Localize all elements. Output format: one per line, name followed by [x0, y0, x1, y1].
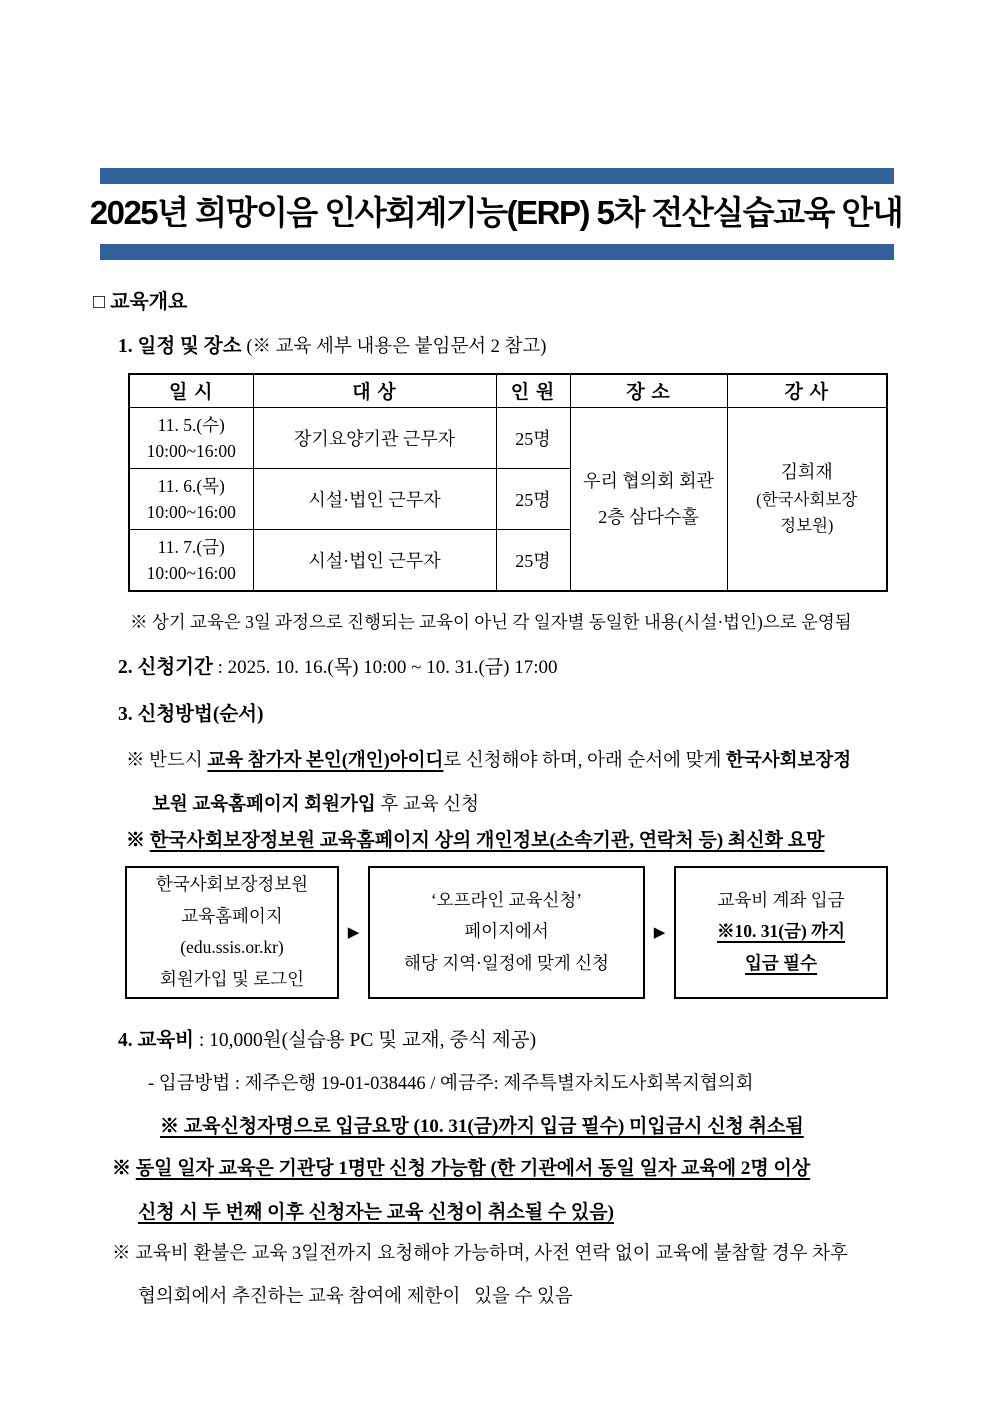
col-header-capacity: 인 원 — [496, 374, 570, 408]
target-cell: 시설·법인 근무자 — [253, 530, 496, 591]
flow-step1-line1: 한국사회보장정보원 — [155, 874, 309, 895]
refund-note-line1: ※ 교육비 환불은 교육 3일전까지 요청해야 가능하며, 사전 연락 없이 교육에 불참할 경우 차후 — [112, 1243, 848, 1264]
col-header-instructor: 강 사 — [727, 374, 887, 408]
apply-note-bold-tail: 한국사회보장정 — [725, 750, 852, 771]
instructor-name: 김희재 — [780, 462, 833, 483]
time-text: 10:00~16:00 — [146, 441, 236, 462]
apply-note-line2-rest: 후 교육 신청 — [375, 794, 479, 815]
title-top-rule — [100, 168, 894, 184]
section3-heading: 3. 신청방법(순서) — [118, 703, 264, 725]
flow-step3-line1: 교육비 계좌 입금 — [717, 889, 845, 910]
section2-heading — [118, 651, 992, 679]
table-header-row — [129, 374, 887, 408]
table-note: ※ 상기 교육은 3일 과정으로 진행되는 교육이 아닌 각 일자별 동일한 내용(시설·법인)으로 운영됨 — [130, 611, 852, 632]
flow-step1-line2: 교육홈페이지 — [181, 905, 283, 926]
limit-note-line2 — [138, 1197, 992, 1224]
signup-flow-diagram — [125, 866, 888, 999]
table-row — [129, 408, 887, 469]
time-text: 10:00~16:00 — [146, 562, 236, 583]
update-note-text: 한국사회보장정보원 교육홈페이지 상의 개인정보(소속기관, 연락처 등) 최신화 요망 — [149, 829, 825, 851]
target-cell: 시설·법인 근무자 — [253, 469, 496, 530]
date-text: 11. 5.(수) — [157, 414, 225, 435]
flow-step1-url: (edu.ssis.or.kr) — [180, 937, 284, 958]
time-text: 10:00~16:00 — [146, 502, 236, 523]
flow-step-register — [125, 866, 339, 999]
document-title: 2025년 희망이음 인사회계기능(ERP) 5차 전산실습교육 안내 — [89, 194, 903, 231]
date-text: 11. 6.(목) — [157, 475, 225, 496]
schedule-table — [128, 373, 888, 592]
col-header-target: 대 상 — [253, 374, 496, 408]
location-line2: 2층 삼다수홀 — [598, 506, 699, 527]
datetime-cell — [129, 530, 253, 591]
instructor-org-line1: (한국사회보장 — [756, 490, 858, 510]
capacity-cell: 25명 — [496, 530, 570, 591]
payment-warning-line: ※ 교육신청자명으로 입금요망 (10. 31(금)까지 입금 필수) 미입금시 신청 취소됨 — [160, 1115, 804, 1137]
col-header-datetime: 일 시 — [129, 374, 253, 408]
limit-note-text1: 동일 일자 교육은 기관당 1명만 신청 가능함 (한 기관에서 동일 일자 교육에 2명 이상 — [135, 1157, 811, 1179]
update-note — [126, 825, 992, 852]
limit-note-text2: 신청 시 두 번째 이후 신청자는 교육 신청이 취소될 수 있음) — [138, 1201, 614, 1223]
section2-label: 2. 신청기간 — [118, 656, 213, 678]
flow-step1-line4: 회원가입 및 로그인 — [160, 968, 304, 989]
limit-note-line1 — [112, 1153, 992, 1180]
flow-step2-line1: ‘오프라인 교육신청’ — [430, 889, 583, 910]
section1-heading — [118, 330, 992, 358]
apply-note-emphasis: 교육 참가자 본인(개인)아이디 — [207, 750, 444, 771]
section4-label: 4. 교육비 — [118, 1029, 195, 1051]
flow-step3-required: 입금 필수 — [745, 952, 817, 973]
apply-note-prefix: ※ 반드시 — [126, 750, 208, 771]
apply-note-line1 — [126, 746, 992, 772]
flow-arrow-icon: ▶ — [347, 923, 360, 942]
limit-note-prefix: ※ — [112, 1157, 136, 1179]
deposit-method-line: - 입금방법 : 제주은행 19-01-038446 / 예금주: 제주특별자치도사회복지협의회 — [148, 1073, 754, 1094]
target-cell: 장기요양기관 근무자 — [253, 408, 496, 469]
apply-note-line2 — [152, 790, 992, 816]
section4-value: : 10,000원(실습용 PC 및 교재, 중식 제공) — [194, 1029, 537, 1051]
refund-note-line2: 협의회에서 추진하는 교육 참여에 제한이 있을 수 있음 — [138, 1286, 573, 1307]
datetime-cell — [129, 469, 253, 530]
flow-arrow-icon: ▶ — [653, 923, 666, 942]
section4-heading — [118, 1024, 992, 1052]
update-note-prefix: ※ — [126, 829, 150, 851]
flow-step2-line3: 해당 지역·일정에 맞게 신청 — [404, 952, 609, 973]
flow-step3-deadline: ※10. 31(금) 까지 — [717, 921, 845, 942]
capacity-cell: 25명 — [496, 408, 570, 469]
instructor-org-line2: 정보원) — [780, 515, 834, 535]
flow-step-payment — [674, 866, 888, 999]
flow-step2-line2: 페이지에서 — [464, 921, 549, 942]
section1-heading-note: (※ 교육 세부 내용은 붙임문서 2 참고) — [246, 336, 547, 357]
location-line1: 우리 협의회 회관 — [583, 470, 714, 491]
capacity-cell: 25명 — [496, 469, 570, 530]
datetime-cell — [129, 408, 253, 469]
overview-heading: □ 교육개요 — [93, 290, 188, 313]
apply-note-middle: 로 신청해야 하며, 아래 순서에 맞게 — [443, 750, 726, 771]
section1-heading-label: 1. 일정 및 장소 — [118, 335, 247, 357]
location-cell — [570, 408, 727, 591]
apply-note-line2-bold: 보원 교육홈페이지 회원가입 — [152, 794, 376, 815]
instructor-cell — [727, 408, 887, 591]
date-text: 11. 7.(금) — [157, 536, 225, 557]
col-header-location: 장 소 — [570, 374, 727, 408]
title-bottom-rule — [100, 244, 894, 260]
flow-step-apply — [368, 866, 645, 999]
section2-value: : 2025. 10. 16.(목) 10:00 ~ 10. 31.(금) 17:00 — [212, 656, 558, 678]
